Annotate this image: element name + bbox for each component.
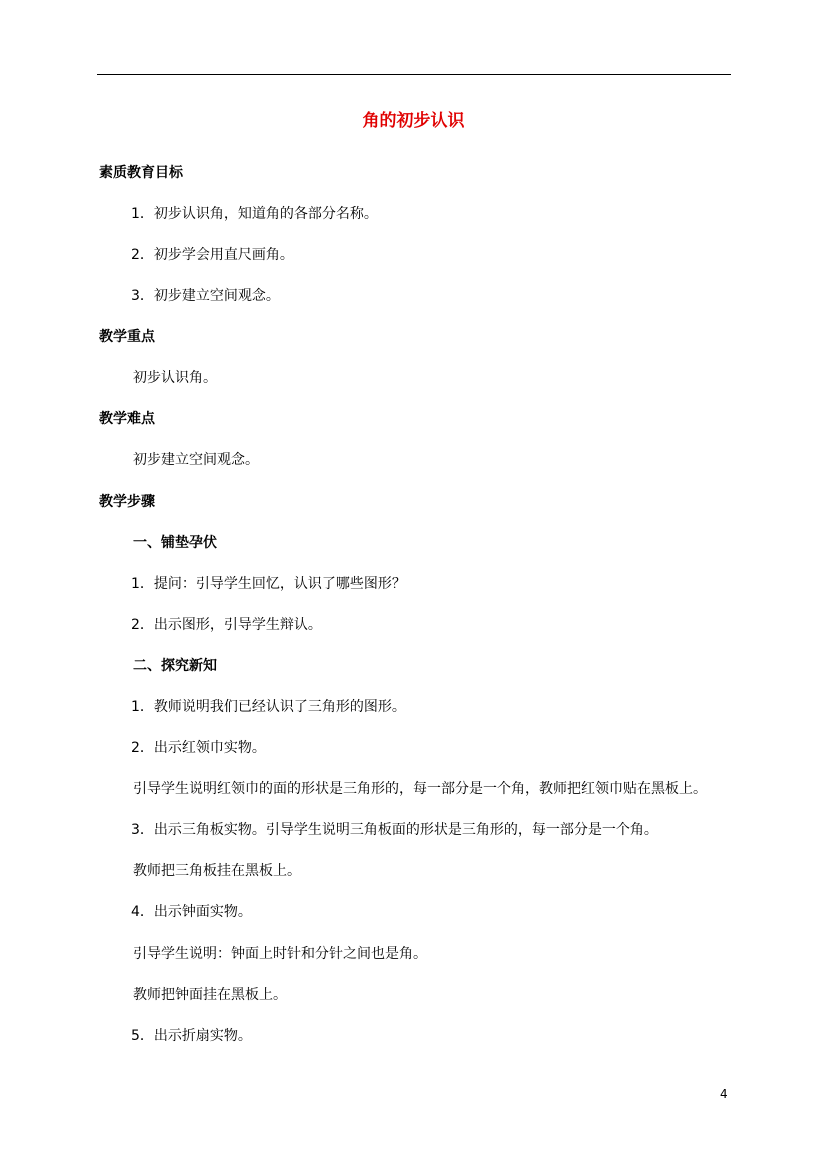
part2-line: 5．出示折扇实物。 [131, 1028, 252, 1044]
goal-item: 1．初步认识角，知道角的各部分名称。 [131, 206, 378, 222]
part2-line: 1．教师说明我们已经认识了三角形的图形。 [131, 699, 406, 715]
header-rule [97, 74, 731, 75]
part2-line: 教师把三角板挂在黑板上。 [133, 863, 301, 879]
part1-item: 1．提问：引导学生回忆，认识了哪些图形？ [131, 576, 406, 592]
page-title: 角的初步认识 [362, 111, 465, 131]
section-heading-difficulty: 教学难点 [99, 411, 155, 427]
part2-line: 3．出示三角板实物。引导学生说明三角板面的形状是三角形的，每一部分是一个角。 [131, 822, 658, 838]
goal-item: 3．初步建立空间观念。 [131, 288, 280, 304]
part2-line: 4．出示钟面实物。 [131, 904, 252, 920]
part2-line: 引导学生说明红领巾的面的形状是三角形的，每一部分是一个角，教师把红领巾贴在黑板上。 [133, 781, 707, 797]
difficulty-text: 初步建立空间观念。 [133, 452, 259, 468]
part2-line: 引导学生说明：钟面上时针和分针之间也是角。 [133, 946, 427, 962]
section-heading-steps: 教学步骤 [99, 494, 155, 510]
part2-heading: 二、探究新知 [133, 658, 217, 674]
section-heading-goals: 素质教育目标 [99, 165, 183, 181]
part1-heading: 一、铺垫孕伏 [133, 535, 217, 551]
part2-line: 2．出示红领巾实物。 [131, 740, 266, 756]
page-number: 4 [720, 1087, 728, 1101]
part1-item: 2．出示图形，引导学生辩认。 [131, 617, 322, 633]
section-heading-key: 教学重点 [99, 329, 155, 345]
part2-line: 教师把钟面挂在黑板上。 [133, 987, 287, 1003]
key-text: 初步认识角。 [133, 370, 217, 386]
goal-item: 2．初步学会用直尺画角。 [131, 247, 294, 263]
